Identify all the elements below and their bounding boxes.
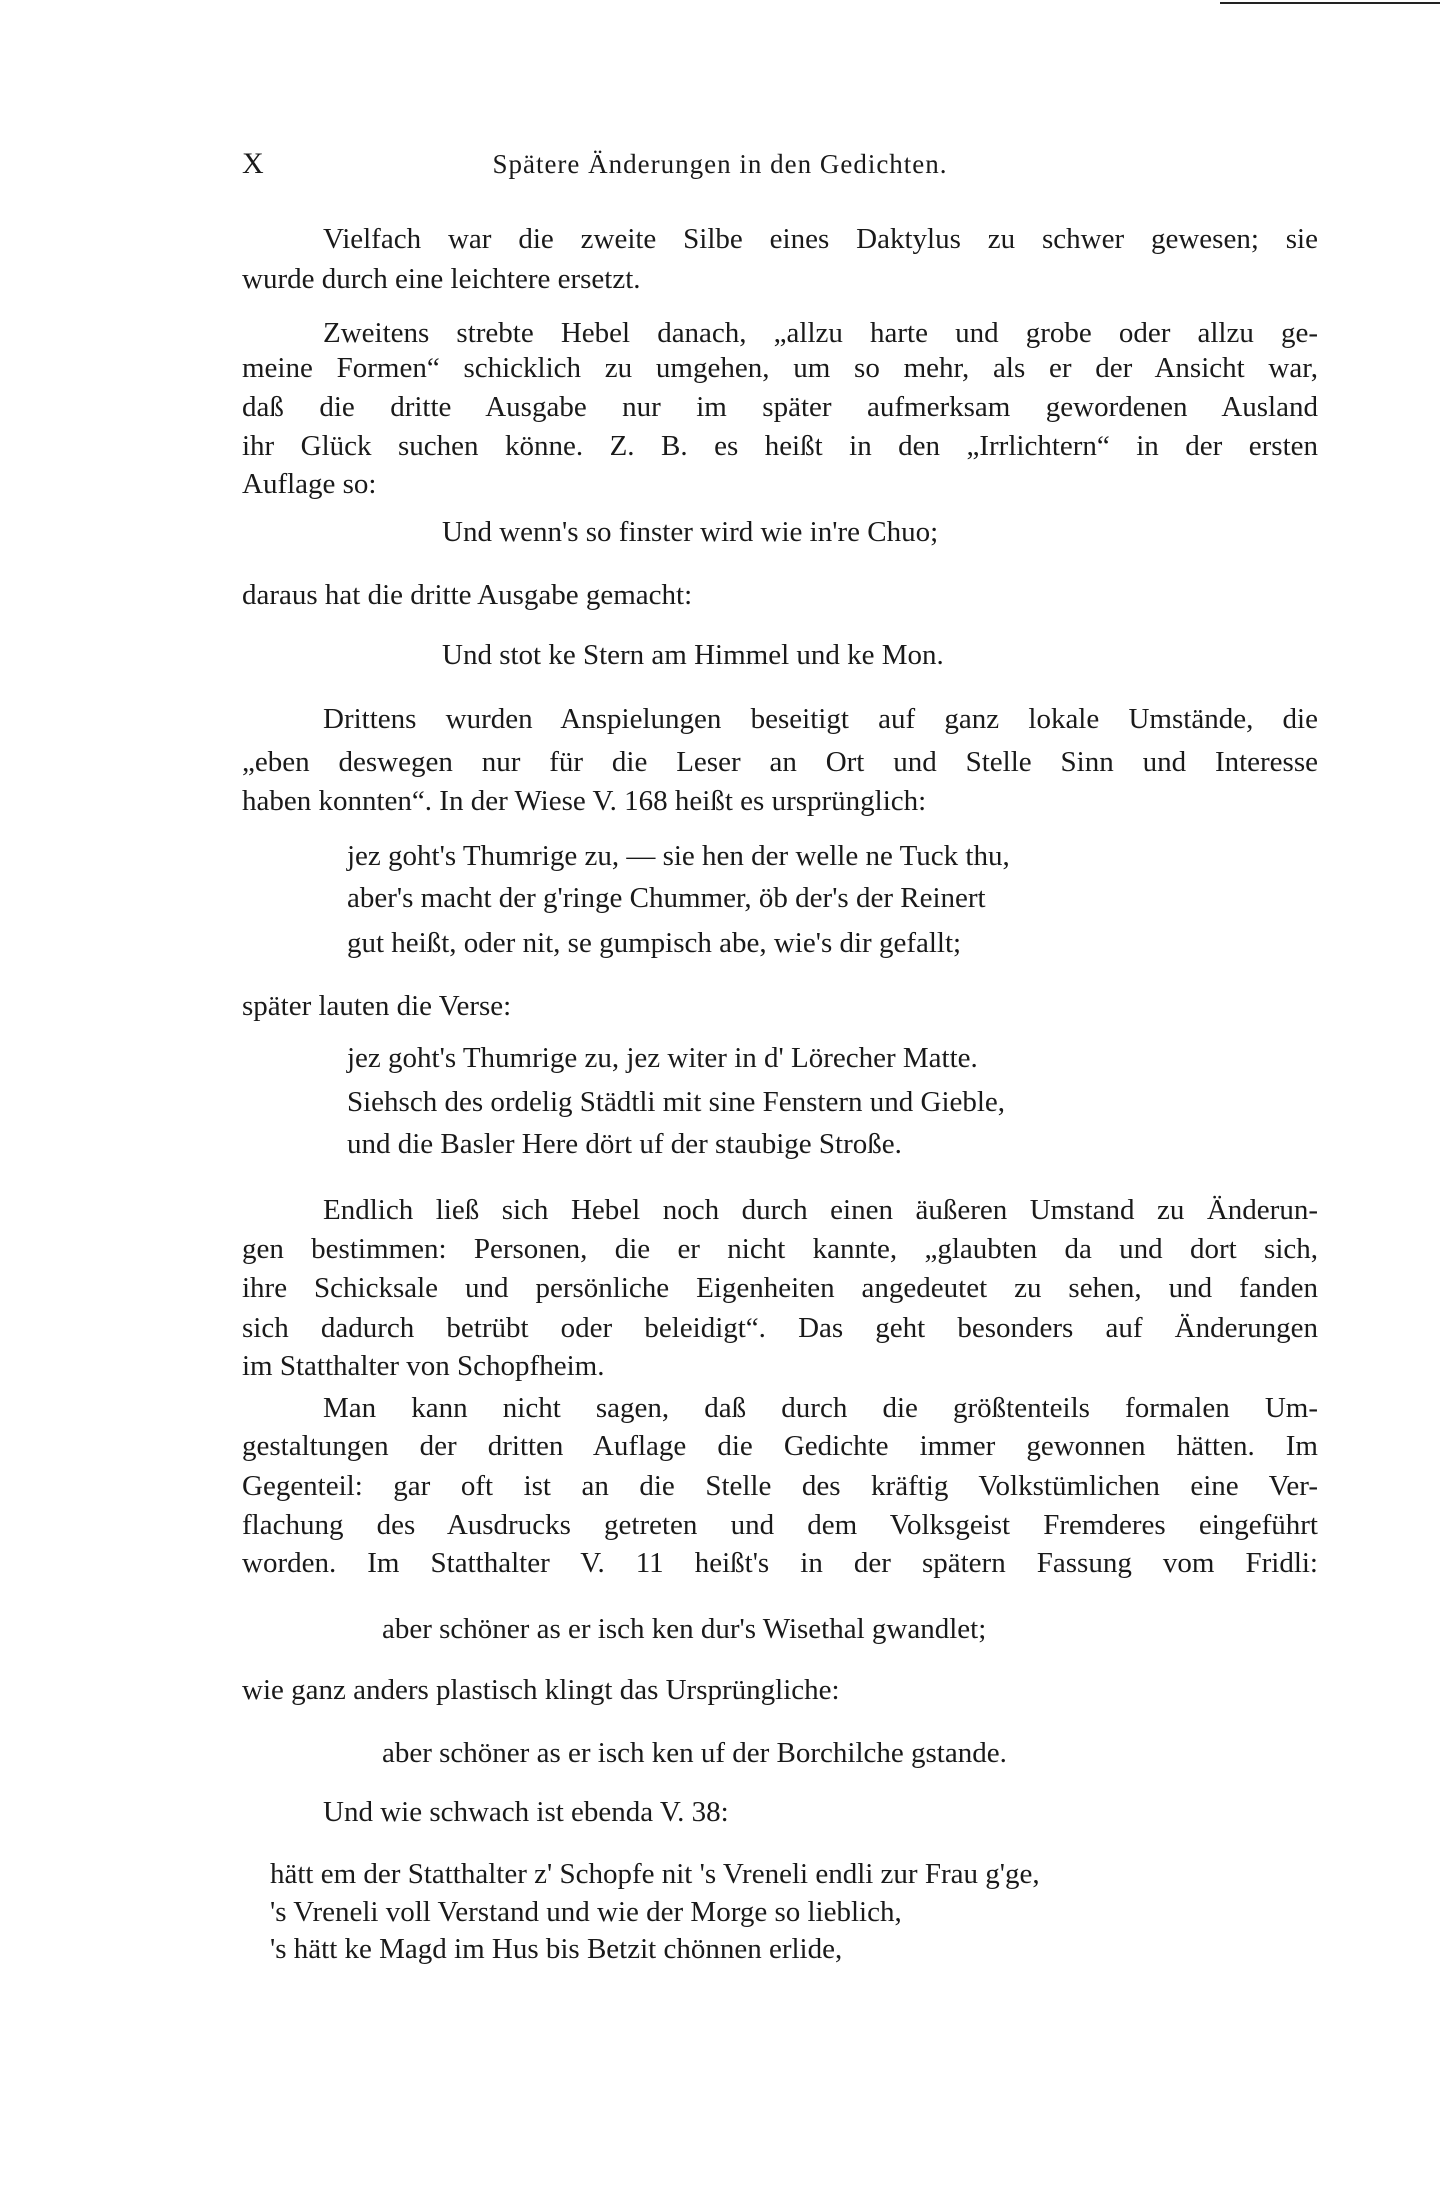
- prose-line: später lauten die Verse:: [242, 990, 512, 1022]
- prose-line: Gegenteil: gar oft ist an die Stelle des kräftig Volkstümlichen eine Ver-: [242, 1470, 1318, 1502]
- prose-line: daraus hat die dritte Ausgabe gemacht:: [242, 579, 693, 611]
- prose-line: worden. Im Statthalter V. 11 heißt's in der spätern Fassung vom Fridli:: [242, 1547, 1318, 1579]
- verse-line: gut heißt, oder nit, se gumpisch abe, wie's dir gefallt;: [347, 927, 962, 959]
- verse-line: aber schöner as er isch ken dur's Wisethal gwandlet;: [382, 1613, 987, 1645]
- prose-line: Zweitens strebte Hebel danach, „allzu harte und grobe oder allzu ge-: [323, 317, 1318, 349]
- prose-line: im Statthalter von Schopfheim.: [242, 1350, 605, 1382]
- verse-line: Und stot ke Stern am Himmel und ke Mon.: [442, 639, 944, 671]
- scan-edge-line: [1220, 2, 1440, 4]
- verse-line: und die Basler Here dört uf der staubige Stroße.: [347, 1128, 902, 1160]
- prose-line: ihr Glück suchen könne. Z. B. es heißt in den „Irrlichtern“ in der ersten: [242, 430, 1318, 462]
- prose-line: Vielfach war die zweite Silbe eines Daktylus zu schwer gewesen; sie: [323, 223, 1318, 255]
- prose-line: wie ganz anders plastisch klingt das Ursprüngliche:: [242, 1674, 840, 1706]
- verse-line: aber's macht der g'ringe Chummer, öb der's der Reinert: [347, 882, 986, 914]
- prose-line: Auflage so:: [242, 468, 377, 500]
- page-number: X: [242, 147, 264, 180]
- prose-line: Und wie schwach ist ebenda V. 38:: [323, 1796, 729, 1828]
- prose-line: Drittens wurden Anspielungen beseitigt auf ganz lokale Umstände, die: [323, 703, 1318, 735]
- prose-line: „eben deswegen nur für die Leser an Ort und Stelle Sinn und Interesse: [242, 746, 1318, 778]
- verse-line: aber schöner as er isch ken uf der Borchilche gstande.: [382, 1737, 1007, 1769]
- prose-line: meine Formen“ schicklich zu umgehen, um so mehr, als er der Ansicht war,: [242, 352, 1318, 384]
- verse-line: Und wenn's so finster wird wie in're Chuo;: [442, 516, 939, 548]
- prose-line: haben konnten“. In der Wiese V. 168 heißt es ursprünglich:: [242, 785, 927, 817]
- verse-line: Siehsch des ordelig Städtli mit sine Fenstern und Gieble,: [347, 1086, 1006, 1118]
- prose-line: gen bestimmen: Personen, die er nicht kannte, „glaubten da und dort sich,: [242, 1233, 1318, 1265]
- prose-line: daß die dritte Ausgabe nur im später aufmerksam gewordenen Ausland: [242, 391, 1318, 423]
- prose-line: flachung des Ausdrucks getreten und dem Volksgeist Fremderes eingeführt: [242, 1509, 1318, 1541]
- prose-line: wurde durch eine leichtere ersetzt.: [242, 263, 641, 295]
- prose-line: Man kann nicht sagen, daß durch die größtenteils formalen Um-: [323, 1392, 1318, 1424]
- running-title: Spätere Änderungen in den Gedichten.: [492, 149, 948, 179]
- verse-line: 's hätt ke Magd im Hus bis Betzit chönnen erlide,: [270, 1933, 843, 1965]
- verse-line: jez goht's Thumrige zu, jez witer in d' Lörecher Matte.: [347, 1042, 978, 1074]
- prose-line: Endlich ließ sich Hebel noch durch einen äußeren Umstand zu Änderun-: [323, 1194, 1318, 1226]
- prose-line: ihre Schicksale und persönliche Eigenheiten angedeutet zu sehen, und fanden: [242, 1272, 1318, 1304]
- prose-line: gestaltungen der dritten Auflage die Gedichte immer gewonnen hätten. Im: [242, 1430, 1318, 1462]
- verse-line: 's Vreneli voll Verstand und wie der Morge so lieblich,: [270, 1896, 902, 1928]
- prose-line: sich dadurch betrübt oder beleidigt“. Das geht besonders auf Änderungen: [242, 1312, 1318, 1344]
- verse-line: jez goht's Thumrige zu, — sie hen der welle ne Tuck thu,: [347, 840, 1010, 872]
- verse-line: hätt em der Statthalter z' Schopfe nit 's Vreneli endli zur Frau g'ge,: [270, 1858, 1040, 1890]
